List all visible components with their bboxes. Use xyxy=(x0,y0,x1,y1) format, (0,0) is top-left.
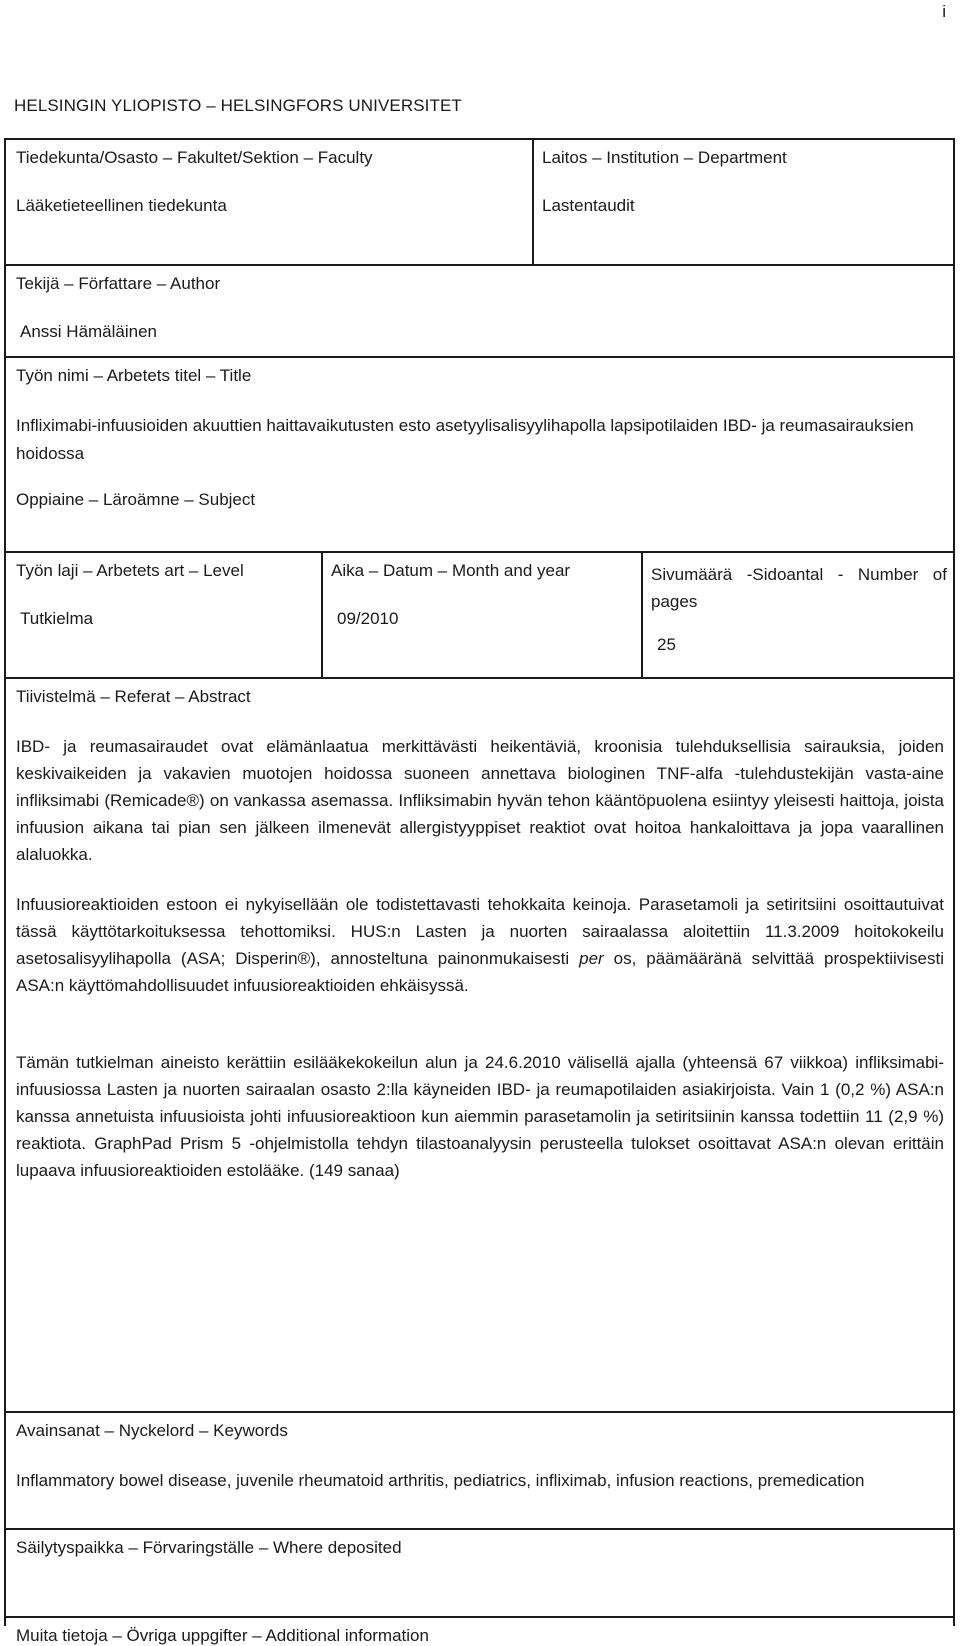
faculty-label: Tiedekunta/Osasto – Fakultet/Sektion – Faculty xyxy=(16,148,373,167)
deposited-row xyxy=(6,1530,953,1618)
level-label: Työn laji – Arbetets art – Level xyxy=(16,561,244,580)
abstract-paragraph-1: IBD- ja reumasairaudet ovat elämänlaatua merkittävästi heikentäviä, kroonisia tulehduksellisia sairauksia, joiden keskivaikeiden ja vakavien muotojen hoidossa suoneen annettava biologinen TNF-alfa -tulehdustekijän vasta-aine infliksimabi (Remicade®) on vankassa asemassa. Infliksimabin hyvän tehon kääntöpuolena esiintyy yleisesti haittoja, joista infuusion aikana tai pian sen jälkeen ilmenevät allergistyyppiset reaktiot ovat hoitoa hankaloittava ja jopa vaarallinen alaluokka. xyxy=(16,737,944,864)
date-label: Aika – Datum – Month and year xyxy=(331,561,571,580)
page-number: i xyxy=(942,2,946,21)
abstract-row xyxy=(6,679,953,1413)
title-row xyxy=(6,358,953,553)
deposited-label: Säilytyspaikka – Förvaringställe – Where deposited xyxy=(16,1538,402,1557)
keywords-value: Inflammatory bowel disease, juvenile rheumatoid arthritis, pediatrics, infliximab, infusion reactions, premedication xyxy=(16,1471,865,1490)
abstract-form xyxy=(4,138,955,1645)
abstract-paragraph-2 xyxy=(16,891,944,999)
abstract-label: Tiivistelmä – Referat – Abstract xyxy=(16,687,251,706)
date-value: 09/2010 xyxy=(337,609,399,628)
abstract-paragraph-2-part-1: Infuusioreaktioiden estoon ei nykyisellään ole todistettavasti tehokkaita keinoja. Parasetamoli ja setiritsiini osoittautuivat tässä käyttötarkoituksessa tehottomiksi. HUS:n Lasten ja nuorten sairaalassa aloitettiin 11.3.2009 hoitokokeilu asetosalisyylihapolla (ASA; Disperin®), annosteltuna painonmukaisesti xyxy=(16,895,944,968)
faculty-department-row xyxy=(6,140,953,266)
title-label: Työn nimi – Arbetets titel – Title xyxy=(16,366,252,385)
author-value: Anssi Hämäläinen xyxy=(20,322,158,341)
university-header: HELSINGIN YLIOPISTO – HELSINGFORS UNIVERSITET xyxy=(14,96,462,115)
pages-label: Sivumäärä -Sidoantal - Number of pages xyxy=(651,565,947,611)
level-cell xyxy=(6,553,321,677)
abstract-italic-per: per xyxy=(579,949,604,968)
subject-label: Oppiaine – Läroämne – Subject xyxy=(16,490,256,509)
author-label: Tekijä – Författare – Author xyxy=(16,274,221,293)
faculty-cell xyxy=(6,140,532,264)
keywords-label: Avainsanat – Nyckelord – Keywords xyxy=(16,1421,288,1440)
date-cell xyxy=(323,553,641,677)
department-value: Lastentaudit xyxy=(542,196,635,215)
department-cell xyxy=(534,140,953,264)
pages-cell xyxy=(643,553,953,677)
abstract-paragraph-3: Tämän tutkielman aineisto kerättiin esilääkekokeilun alun ja 24.6.2010 välisellä ajalla (yhteensä 67 viikkoa) infliksimabi-infuusiossa Lasten ja nuorten sairaalan osasto 2:lla käyneiden IBD- ja reumapotilaiden asiakirjoista. Vain 1 (0,2 %) ASA:n kanssa annetuista infuusioista johti infuusioreaktioon kun aiemmin parasetamolin ja setiritsiinin kanssa todettiin 11 (2,9 %) reaktiota. GraphPad Prism 5 -ohjelmistolla tehdyn tilastoanalyysin perusteella tulokset osoittavat ASA:n olevan erittäin lupaava infuusioreaktioiden estolääke. (149 sanaa) xyxy=(16,1053,944,1180)
faculty-value: Lääketieteellinen tiedekunta xyxy=(16,196,227,215)
abstract-paragraph-2-part-2: os, päämääränä selvittää prospektiivisesti ASA:n käyttömahdollisuudet infuusioreaktioiden ehkäisyssä. xyxy=(16,949,944,995)
department-label: Laitos – Institution – Department xyxy=(542,148,787,167)
title-value: Infliximabi-infuusioiden akuuttien haittavaikutusten esto asetyylisalisyylihapolla lapsipotilaiden IBD- ja reumasairauksien hoidossa xyxy=(16,416,914,463)
keywords-row xyxy=(6,1413,953,1530)
level-value: Tutkielma xyxy=(20,609,94,628)
additional-label: Muita tietoja – Övriga uppgifter – Additional information xyxy=(16,1626,429,1645)
pages-value: 25 xyxy=(657,635,676,654)
additional-row xyxy=(6,1618,953,1645)
author-row xyxy=(6,266,953,358)
level-date-pages-row xyxy=(6,553,953,679)
